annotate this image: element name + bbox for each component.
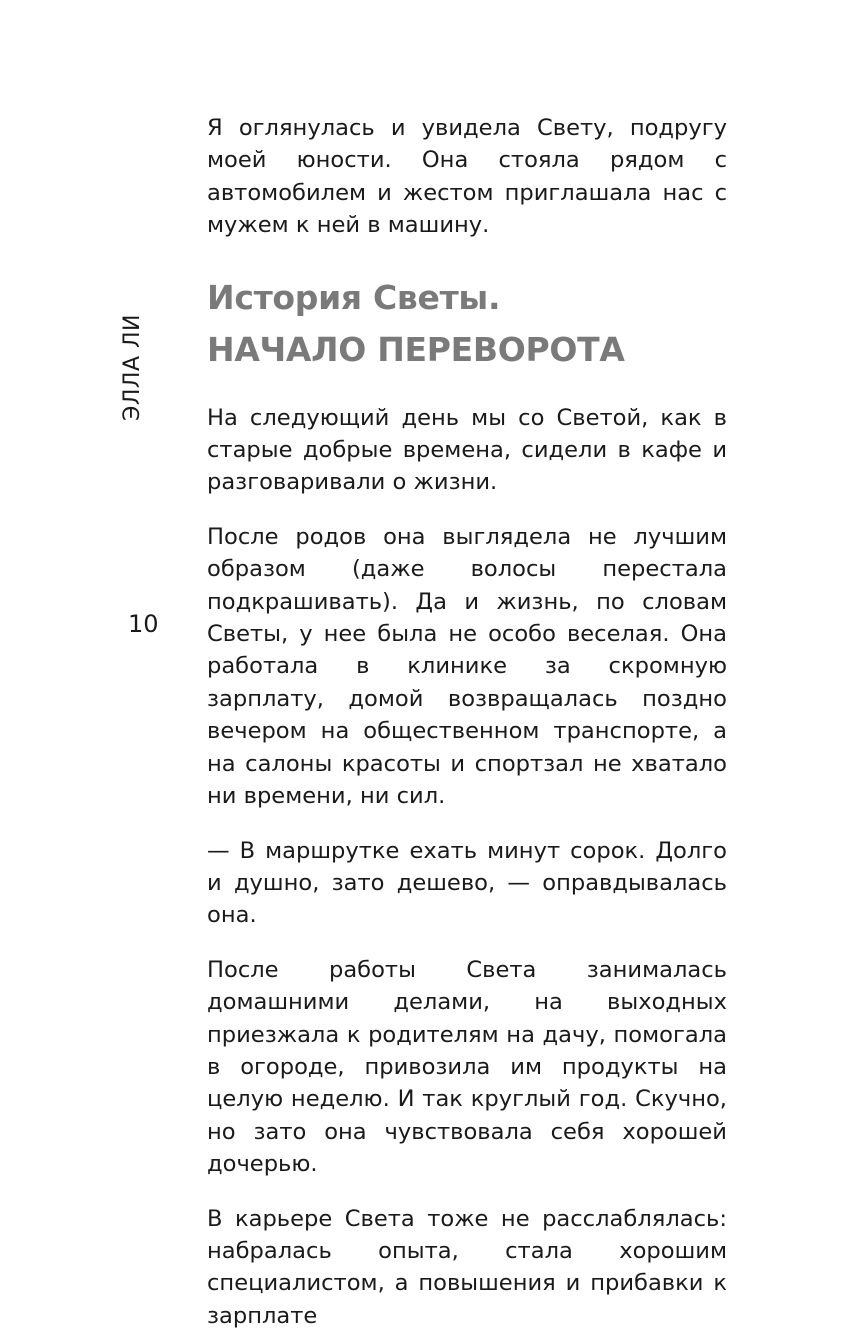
heading-line-1: История Светы.	[207, 277, 501, 317]
paragraph: После работы Света занималась домашними делами, на выходных приезжала к родителям на дачу, помогала в огороде, привозила им продукты на целую неделю. И так круглый год. Скучно, но зато она чувствовала себя хорошей дочерью.	[207, 956, 727, 1178]
paragraph-dialogue: — В маршрутке ехать минут сорок. Долго и душно, зато дешево, — оправдывалась она.	[207, 837, 727, 929]
heading-line-2: НАЧАЛО ПЕРЕВОРОТА	[207, 329, 625, 369]
page-number: 10	[128, 610, 159, 638]
paragraph: На следующий день мы со Светой, как в старые добрые времена, сидели в кафе и разговаривали о жизни.	[207, 404, 727, 496]
chapter-heading	[207, 272, 727, 376]
main-text	[207, 112, 727, 1332]
paragraph: После родов она выглядела не лучшим образом (даже волосы перестала подкрашивать). Да и жизнь, по словам Светы, у нее была не особо веселая. Она работала в клинике за скромную зарплату, домой возвращалась поздно вечером на общественном транспорте, а на салоны красоты и спортзал не хватало ни времени, ни сил.	[207, 523, 727, 810]
paragraph: В карьере Света тоже не расслаблялась: набралась опыта, стала хорошим специалистом, а повышения и прибавки к зарплате	[207, 1205, 727, 1329]
paragraph-intro: Я оглянулась и увидела Свету, подругу моей юности. Она стояла рядом с автомобилем и жестом приглашала нас с мужем к ней в машину.	[207, 115, 727, 239]
author-name: ЭЛЛА ЛИ	[120, 314, 145, 421]
running-head	[112, 305, 152, 425]
